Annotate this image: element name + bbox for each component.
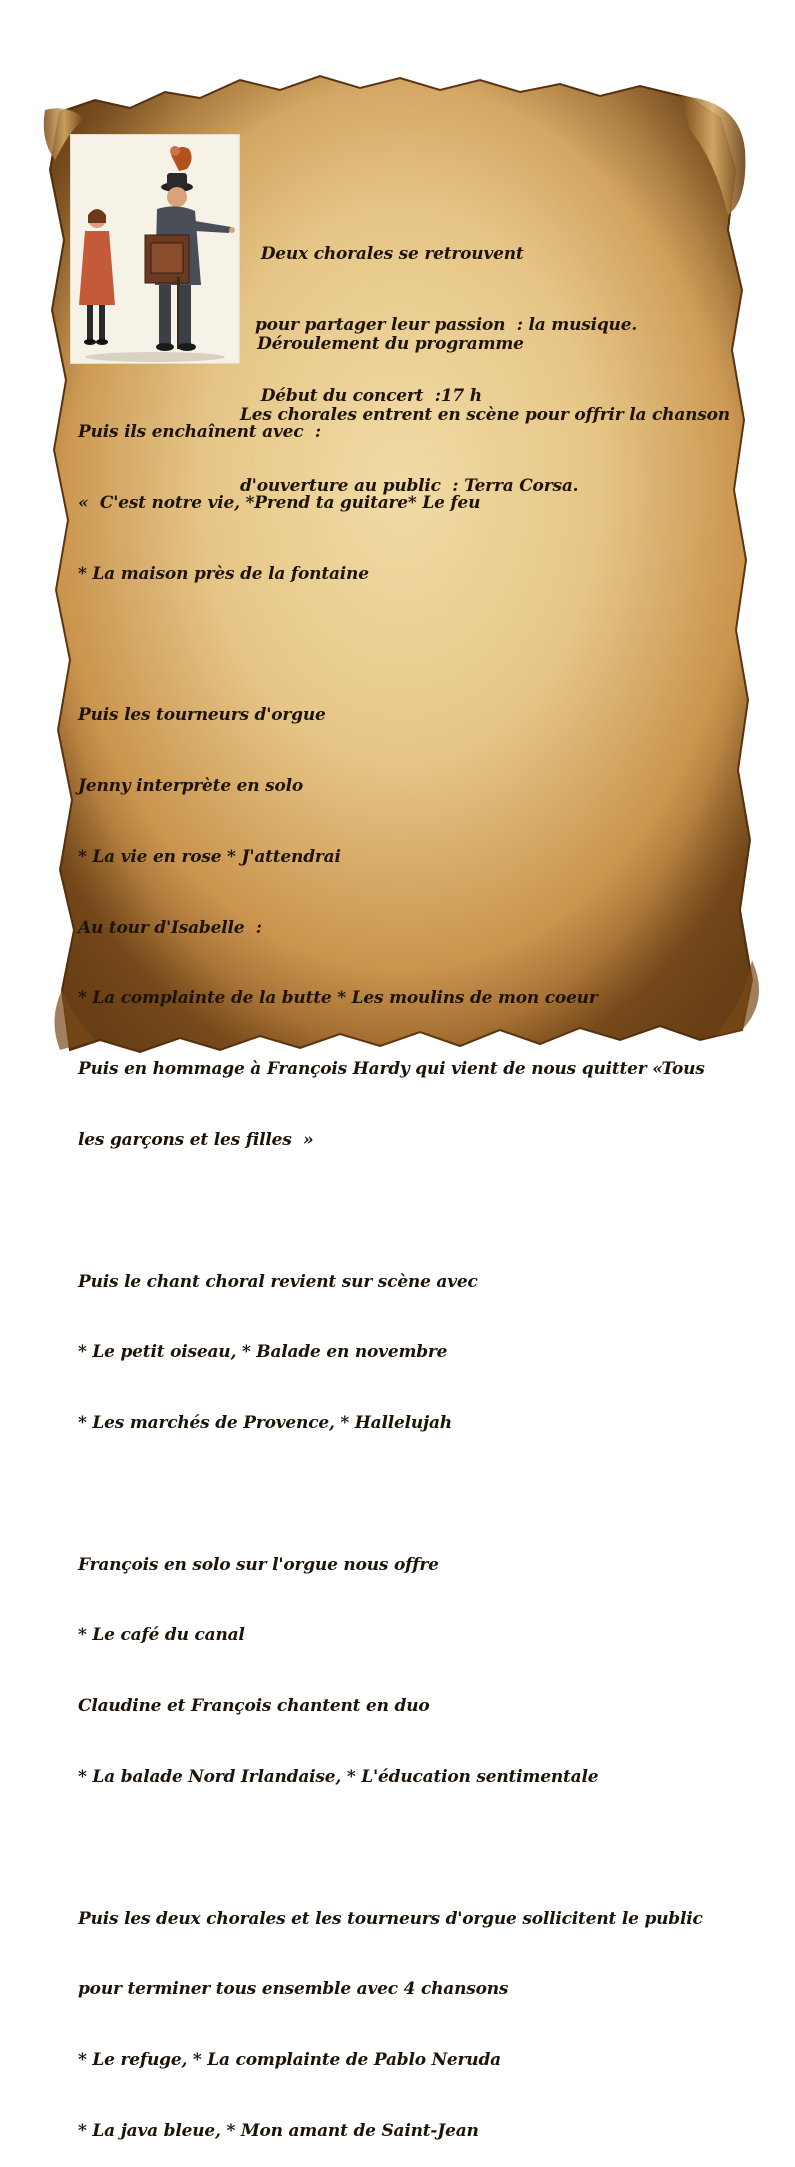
body-line: * La vie en rose * J'attendrai: [78, 846, 341, 867]
programme-line: Les chorales entrent en scène pour offrir la chanson: [240, 404, 730, 425]
body-line: les garçons et les filles »: [78, 1130, 314, 1150]
body-line: Puis le chant choral revient sur scène avec: [78, 1271, 478, 1292]
blank-line: [78, 634, 705, 658]
body-line: * La balade Nord Irlandaise, * L'éducation sentimentale: [78, 1767, 599, 1788]
programme-line: d'ouverture au public : Terra Corsa.: [240, 475, 579, 496]
body-line: Puis ils enchaînent avec :: [78, 422, 321, 443]
programme-body: [78, 374, 705, 2167]
body-line: Puis en hommage à François Hardy qui vient de nous quitter «Tous: [78, 1059, 705, 1080]
body-line: * La complainte de la butte * Les moulins de mon coeur: [78, 988, 598, 1009]
organ-grinder-image: [71, 135, 239, 363]
body-line: Au tour d'Isabelle :: [78, 917, 262, 938]
body-line: Puis les deux chorales et les tourneurs d'orgue sollicitent le public: [78, 1908, 703, 1929]
body-line: pour terminer tous ensemble avec 4 chansons: [78, 1979, 509, 2000]
blank-line: [78, 1483, 705, 1507]
body-line: * Le café du canal: [78, 1625, 245, 1646]
body-line: Puis les tourneurs d'orgue: [78, 705, 326, 726]
body-line: * Le refuge, * La complainte de Pablo Neruda: [78, 2050, 501, 2071]
body-line: * Les marchés de Provence, * Hallelujah: [78, 1413, 452, 1434]
intro-line: Deux chorales se retrouvent: [255, 244, 524, 265]
body-line: * La java bleue, * Mon amant de Saint-Jean: [78, 2120, 479, 2141]
blank-line: [78, 1200, 705, 1224]
body-line: « C'est notre vie, *Prend ta guitare* Le feu: [78, 492, 481, 513]
body-line: Jenny interprète en solo: [78, 776, 304, 797]
body-line: * Le petit oiseau, * Balade en novembre: [78, 1342, 448, 1363]
intro-line: Début du concert :17 h: [255, 385, 482, 406]
body-line: François en solo sur l'orgue nous offre: [78, 1554, 439, 1575]
blank-line: [78, 1837, 705, 1861]
organ-grinder-illustration: [70, 134, 240, 364]
programme-heading: Déroulement du programme: [240, 334, 524, 355]
body-line: Claudine et François chantent en duo: [78, 1696, 430, 1717]
body-line: * La maison près de la fontaine: [78, 563, 369, 584]
intro-line: pour partager leur passion : la musique.: [255, 314, 638, 335]
